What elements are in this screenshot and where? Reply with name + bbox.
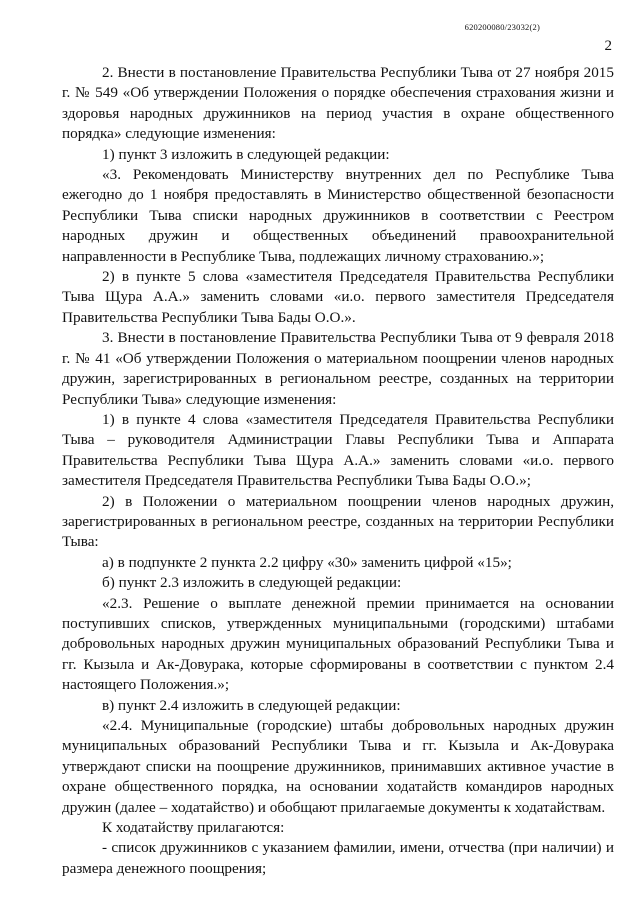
paragraph-quote-point-3: «3. Рекомендовать Министерству внутренних дел по Республике Тыва ежегодно до 1 ноября предоставлять в Министерство общественной безопасности Республики Тыва списки народных дружинников в соответствии с Реестром народных дружин и общественных объединений правоохранительной направленности в Республике Тыва, подлежащих личному страхованию.»; <box>62 166 614 265</box>
paragraph-item-3: 3. Внести в постановление Правительства Республики Тыва от 9 февраля 2018 г. № 41 «Об утверждении Положения о материальном поощрении членов народных дружин, зарегистрированных в региональном реестре, созданных на территории Республики Тыва» следующие изменения: <box>62 329 614 408</box>
paragraph-subitem-v: в) пункт 2.4 изложить в следующей редакции: <box>102 696 401 714</box>
paragraph-subitem-a: а) в подпункте 2 пункта 2.2 цифру «30» заменить цифрой «15»; <box>102 553 512 571</box>
document-id: 620200080/23032(2) <box>464 22 540 32</box>
paragraph-subitem-2b: 2) в Положении о материальном поощрении членов народных дружин, зарегистрированных в региональном реестре, созданных на территории Республики Тыва: <box>62 492 614 551</box>
paragraph-list-item: - список дружинников с указанием фамилии, имени, отчества (при наличии) и размера денежного поощрения; <box>62 839 614 877</box>
paragraph-item-2: 2. Внести в постановление Правительства Республики Тыва от 27 ноября 2015 г. № 549 «Об утверждении Положения о порядке обеспечения страхования жизни и здоровья народных дружинников на период участия в охране общественного порядка» следующие изменения: <box>62 64 614 143</box>
paragraph-attachments-intro: К ходатайству прилагаются: <box>102 819 285 837</box>
paragraph-quote-point-2-4: «2.4. Муниципальные (городские) штабы добровольных народных дружин муниципальных образований Республики Тыва и гг. Кызыла и Ак-Довурака утверждают списки на поощрение дружинников, принимавших активное участие в охране общественного порядка, на основании ходатайств командиров народных дружин (далее – ходатайство) и обобщают прилагаемые документы к ходатайствам. <box>62 717 614 816</box>
document-body <box>62 63 614 879</box>
page-number: 2 <box>604 38 612 54</box>
paragraph-subitem-1b: 1) в пункте 4 слова «заместителя Председателя Правительства Республики Тыва – руководителя Администрации Главы Республики Тыва и Аппарата Правительства Республики Тыва Щура А.А.» заменить словами «и.о. первого заместителя Председателя Правительства Республики Тыва Бады О.О.»; <box>62 410 614 490</box>
paragraph-subitem-1: 1) пункт 3 изложить в следующей редакции: <box>102 145 390 163</box>
paragraph-quote-point-2-3: «2.3. Решение о выплате денежной премии принимается на основании поступивших списков, утвержденных муниципальными (городскими) штабами добровольных народных дружин муниципальных образований Республики Тыва и гг. Кызыла и Ак-Довурака, которые сформированы в соответствии с пунктом 2.4 настоящего Положения.»; <box>62 594 614 694</box>
paragraph-subitem-b: б) пункт 2.3 изложить в следующей редакции: <box>102 574 402 592</box>
paragraph-subitem-2: 2) в пункте 5 слова «заместителя Председателя Правительства Республики Тыва Щура А.А.» заменить словами «и.о. первого заместителя Председателя Правительства Республики Тыва Бады О.О.». <box>62 268 614 326</box>
